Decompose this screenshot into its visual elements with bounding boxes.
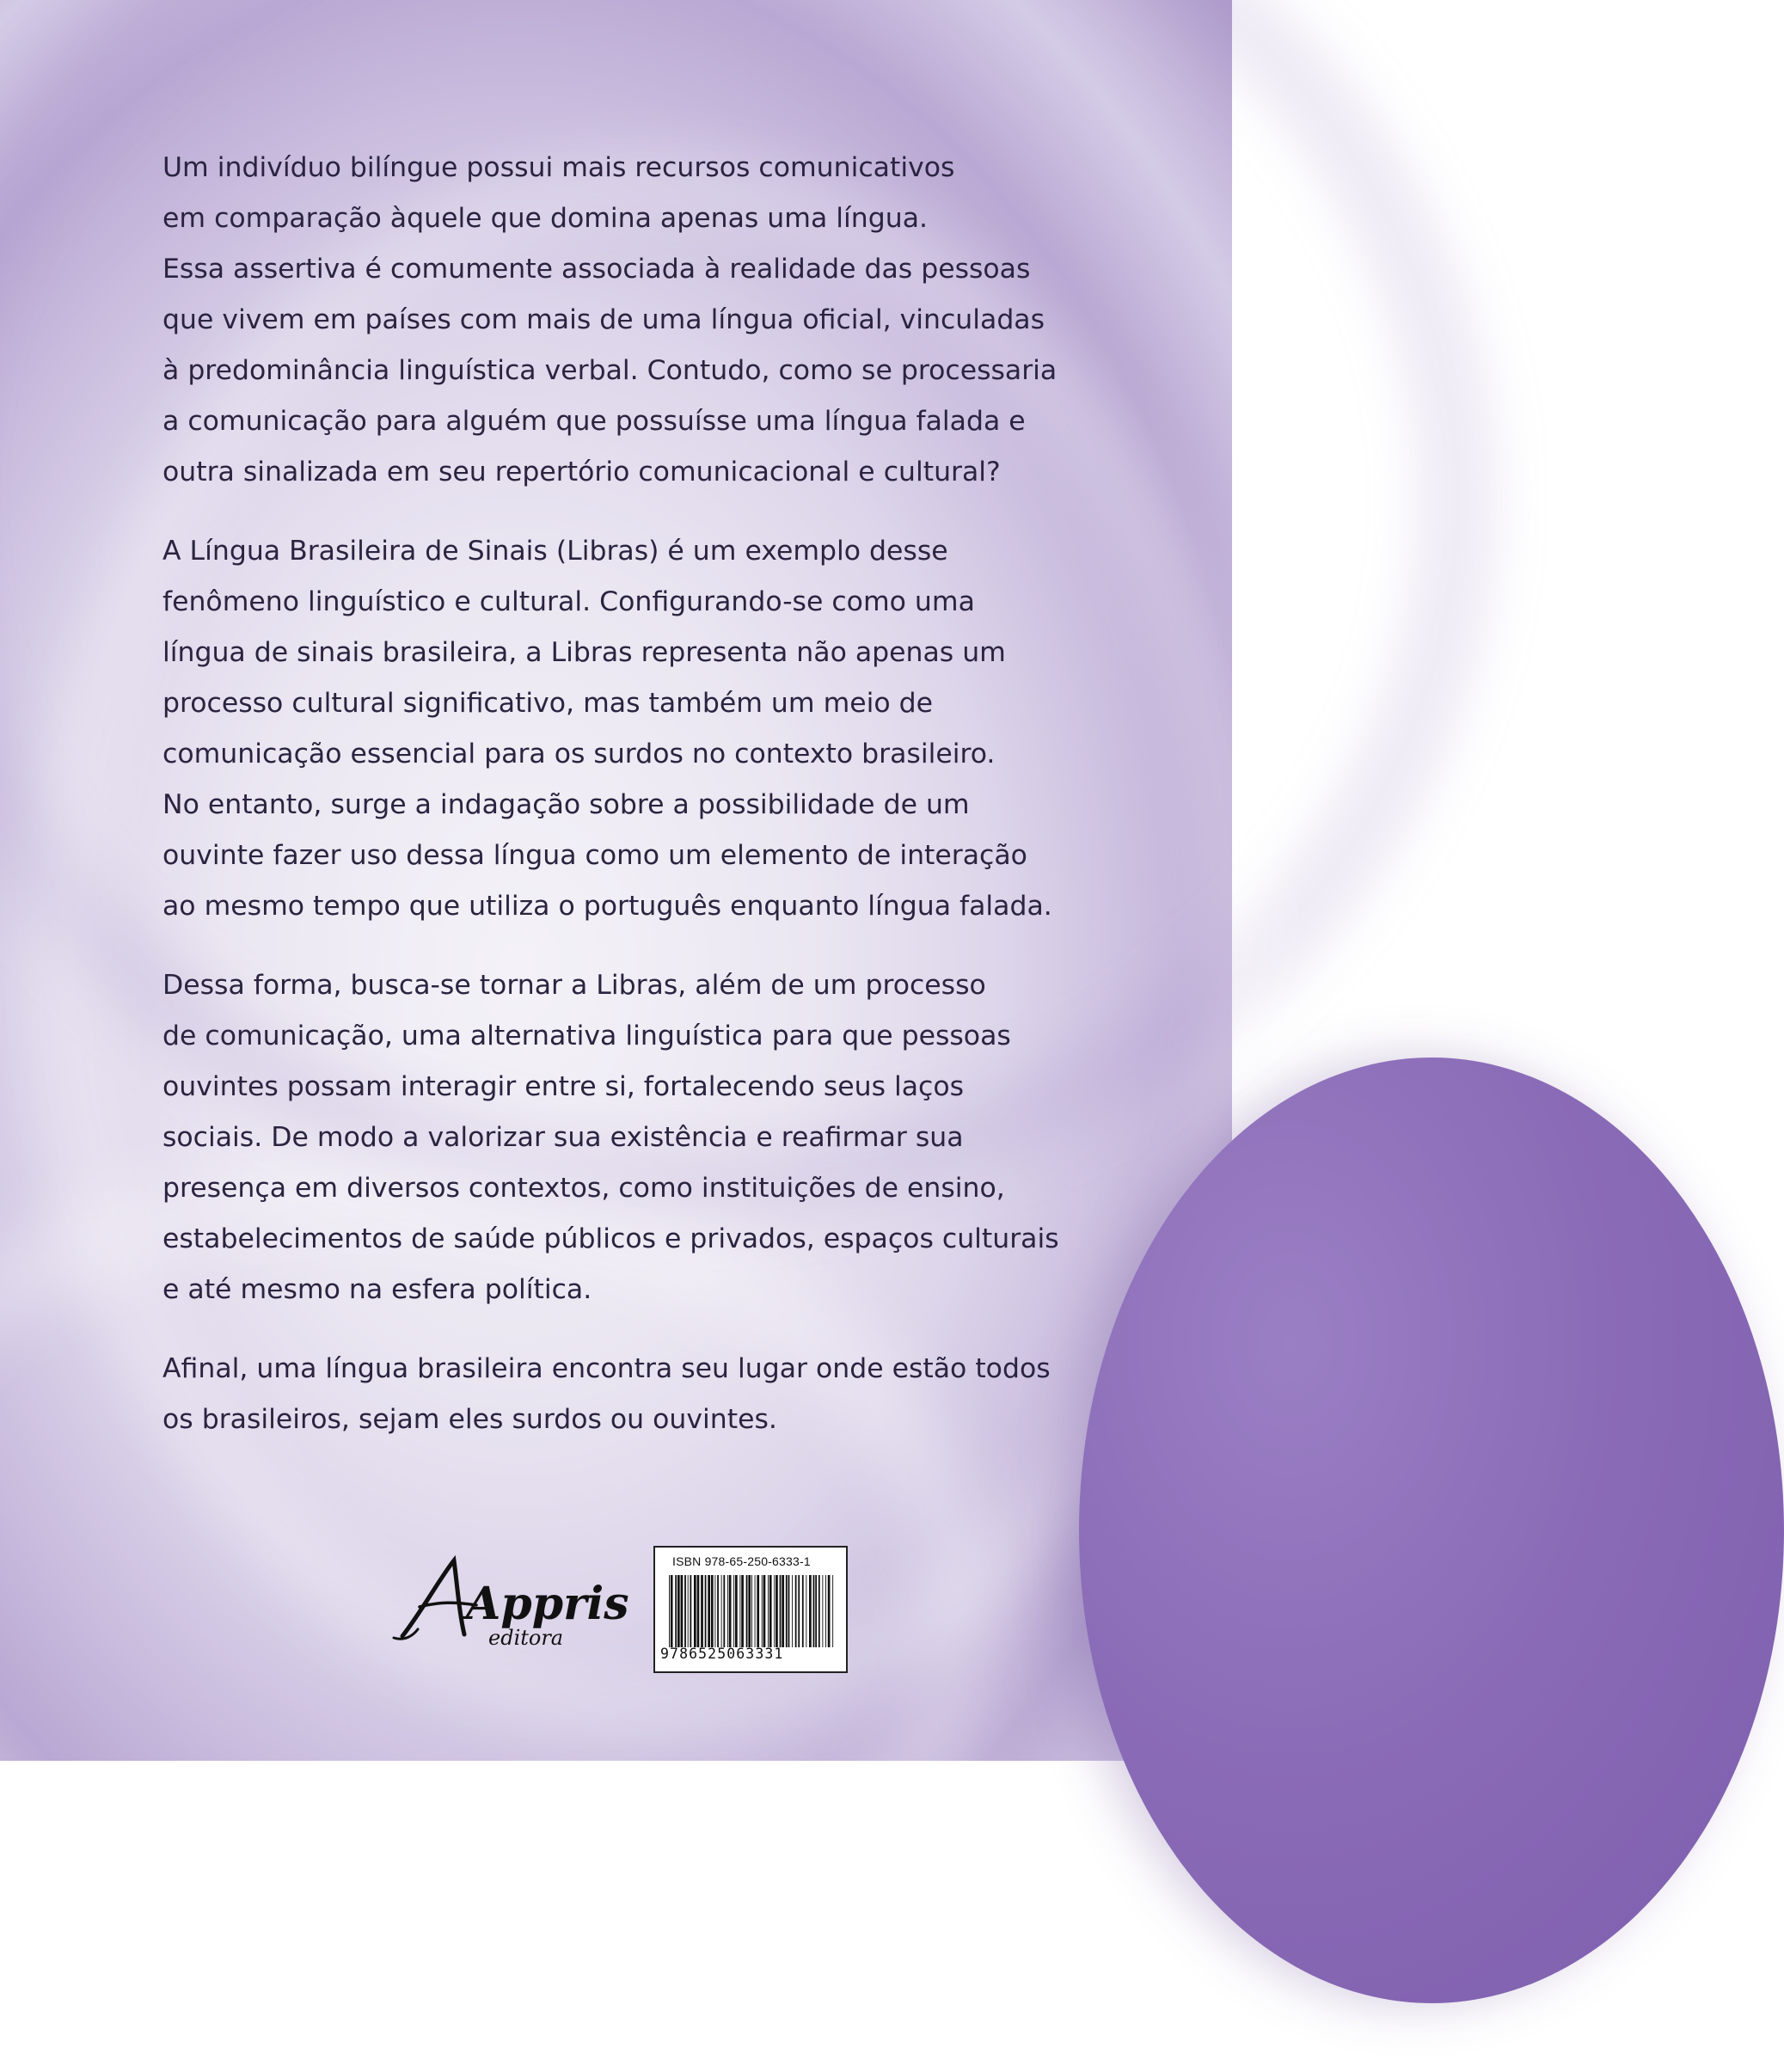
logo-wordmark: Appris bbox=[466, 1578, 629, 1630]
barcode-bar bbox=[795, 1575, 797, 1647]
barcode-bar bbox=[669, 1575, 670, 1647]
blurb-line: que vivem em países com mais de uma língua oficial, vinculadas bbox=[162, 304, 1045, 335]
barcode-bar bbox=[774, 1575, 775, 1647]
barcode-bar bbox=[741, 1575, 744, 1647]
logo-subtitle: editora bbox=[488, 1626, 564, 1650]
isbn-barcode-box bbox=[653, 1546, 848, 1673]
barcode-bar bbox=[780, 1575, 782, 1647]
barcode-bar bbox=[721, 1575, 722, 1647]
barcode-bar bbox=[690, 1575, 691, 1647]
blurb-line: e até mesmo na esfera política. bbox=[162, 1274, 592, 1305]
barcode-bar bbox=[751, 1575, 752, 1647]
barcode-bar bbox=[788, 1575, 790, 1647]
barcode-icon bbox=[669, 1575, 834, 1647]
blurb-line: ao mesmo tempo que utiliza o português enquanto língua falada. bbox=[162, 891, 1052, 922]
blurb-paragraph-3 bbox=[162, 960, 1091, 1315]
barcode-bar bbox=[694, 1575, 696, 1647]
barcode-bar bbox=[735, 1575, 738, 1647]
blurb-line: Essa assertiva é comumente associada à realidade das pessoas bbox=[162, 254, 1031, 285]
blurb-line: fenômeno linguístico e cultural. Configurando-se como uma bbox=[162, 586, 975, 617]
barcode-bar bbox=[671, 1575, 673, 1647]
blurb-line: Afinal, uma língua brasileira encontra seu lugar onde estão todos bbox=[162, 1353, 1051, 1384]
barcode-bar bbox=[822, 1575, 823, 1647]
barcode-bar bbox=[711, 1575, 714, 1647]
blurb-line: ouvinte fazer uso dessa língua como um elemento de interação bbox=[162, 840, 1027, 871]
barcode-bar bbox=[733, 1575, 734, 1647]
blurb-line: comunicação essencial para os surdos no contexto brasileiro. bbox=[162, 739, 996, 769]
blurb-line: A Língua Brasileira de Sinais (Libras) é um exemplo desse bbox=[162, 536, 948, 567]
barcode-bar bbox=[755, 1575, 756, 1647]
barcode-bar bbox=[763, 1575, 766, 1647]
blurb-line: Um indivíduo bilíngue possui mais recursos comunicativos bbox=[162, 152, 955, 183]
barcode-bar bbox=[762, 1575, 763, 1647]
blurb-paragraph-4 bbox=[162, 1344, 1091, 1445]
blurb-line: os brasileiros, sejam eles surdos ou ouvintes. bbox=[162, 1404, 777, 1435]
appris-editora-logo bbox=[387, 1552, 629, 1655]
barcode-bar bbox=[739, 1575, 740, 1647]
blurb-line: sociais. De modo a valorizar sua existência e reafirmar sua bbox=[162, 1122, 964, 1153]
barcode-bar bbox=[701, 1575, 703, 1647]
barcode-bar bbox=[832, 1575, 833, 1647]
barcode-bar bbox=[776, 1575, 778, 1647]
barcode-bar bbox=[723, 1575, 725, 1647]
barcode-bar bbox=[705, 1575, 707, 1647]
barcode-bar bbox=[714, 1575, 715, 1647]
barcode-bar bbox=[708, 1575, 710, 1647]
barcode-bar bbox=[768, 1575, 769, 1647]
blurb-line: língua de sinais brasileira, a Libras representa não apenas um bbox=[162, 637, 1006, 668]
blurb-line: à predominância linguística verbal. Contudo, como se processaria bbox=[162, 355, 1058, 386]
barcode-bar bbox=[688, 1575, 689, 1647]
barcode-bar bbox=[786, 1575, 788, 1647]
blurb-line: processo cultural significativo, mas também um meio de bbox=[162, 688, 934, 719]
decorative-purple-circle bbox=[1079, 1057, 1784, 2003]
barcode-bar bbox=[746, 1575, 748, 1647]
barcode-bar bbox=[815, 1575, 817, 1647]
barcode-bar bbox=[675, 1575, 677, 1647]
barcode-bar bbox=[677, 1575, 680, 1647]
barcode-bar bbox=[818, 1575, 820, 1647]
barcode-bar bbox=[782, 1575, 784, 1647]
blurb-line: outra sinalizada em seu repertório comunicacional e cultural? bbox=[162, 457, 1001, 487]
barcode-bar bbox=[717, 1575, 719, 1647]
blurb-paragraph-1 bbox=[162, 143, 1091, 498]
blurb-line: presença em diversos contextos, como instituições de ensino, bbox=[162, 1173, 1005, 1204]
back-cover-blurb bbox=[162, 143, 1091, 1474]
barcode-bar bbox=[727, 1575, 728, 1647]
barcode-bar bbox=[798, 1575, 800, 1647]
barcode-bar bbox=[757, 1575, 759, 1647]
blurb-line: Dessa forma, busca-se tornar a Libras, além de um processo bbox=[162, 970, 986, 1001]
barcode-bar bbox=[729, 1575, 732, 1647]
barcode-bar bbox=[792, 1575, 793, 1647]
barcode-bar bbox=[769, 1575, 772, 1647]
barcode-bar bbox=[697, 1575, 700, 1647]
blurb-line: ouvintes possam interagir entre si, fortalecendo seus laços bbox=[162, 1071, 965, 1102]
barcode-bar bbox=[802, 1575, 804, 1647]
blurb-line: em comparação àquele que domina apenas uma língua. bbox=[162, 203, 929, 234]
blurb-line: No entanto, surge a indagação sobre a possibilidade de um bbox=[162, 789, 970, 820]
barcode-bar bbox=[684, 1575, 686, 1647]
barcode-bar bbox=[813, 1575, 815, 1647]
barcode-bar bbox=[809, 1575, 812, 1647]
blurb-line: estabelecimentos de saúde públicos e privados, espaços culturais bbox=[162, 1223, 1059, 1254]
isbn-label: ISBN 978-65-250-6333-1 bbox=[672, 1554, 811, 1568]
barcode-bar bbox=[828, 1575, 831, 1647]
barcode-digits: 9786525063331 bbox=[660, 1646, 784, 1662]
blurb-paragraph-2 bbox=[162, 526, 1091, 932]
blurb-line: de comunicação, uma alternativa linguística para que pessoas bbox=[162, 1021, 1011, 1051]
barcode-bar bbox=[681, 1575, 684, 1647]
barcode-bar bbox=[825, 1575, 826, 1647]
blurb-line: a comunicação para alguém que possuísse uma língua falada e bbox=[162, 406, 1026, 437]
barcode-bar bbox=[748, 1575, 751, 1647]
